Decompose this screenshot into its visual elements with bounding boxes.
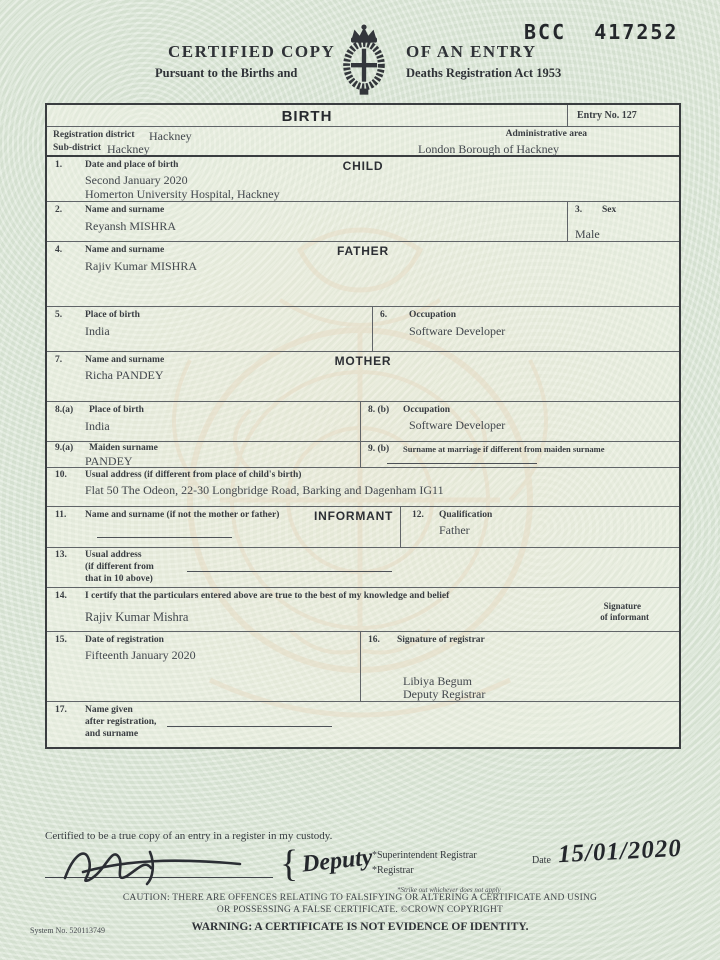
serial-number: 417252: [594, 20, 679, 44]
field-7-value: Richa PANDEY: [85, 368, 164, 382]
handwritten-role: Deputy: [300, 844, 374, 878]
field-7-label: Name and surname: [85, 355, 165, 365]
row-2-3: [47, 202, 679, 242]
field-11-num: 11.: [55, 510, 67, 520]
subdistrict-label: Sub-district: [53, 143, 102, 153]
royal-crest-icon: [338, 22, 390, 98]
signature-of-informant-label-line1: Signature: [603, 601, 641, 611]
section-header-child: CHILD: [342, 159, 384, 173]
role-option-registrar: *Registrar: [372, 865, 414, 876]
row-17: [47, 702, 679, 747]
field-5-value: India: [85, 324, 110, 338]
subdistrict-value: Hackney: [107, 142, 150, 156]
field-15-label: Date of registration: [85, 635, 164, 645]
admin-area-label: Administrative area: [505, 129, 587, 139]
registrar-signature-scribble-icon: [55, 838, 270, 890]
field-8b-label: Occupation: [403, 405, 450, 415]
field-14-value: Rajiv Kumar Mishra: [85, 610, 189, 624]
field-16-value-line2: Deputy Registrar: [403, 687, 486, 701]
row-14: [47, 588, 679, 632]
field-17-label-line1: Name given: [85, 705, 133, 715]
field-8a-num: 8.(a): [55, 405, 74, 415]
field-12-num: 12.: [412, 510, 424, 520]
serial-prefix: BCC: [524, 20, 567, 44]
field-17-num: 17.: [55, 705, 67, 715]
field-10-num: 10.: [55, 470, 67, 480]
caution-line2: OR POSSESSING A FALSE CERTIFICATE. ©CROWN COPYRIGHT: [216, 905, 504, 915]
field-9b-blank-line: [387, 463, 537, 464]
row-9: [47, 442, 679, 468]
subtitle-act: Deaths Registration Act 1953: [406, 66, 562, 80]
row-8: [47, 402, 679, 442]
field-7-num: 7.: [55, 355, 63, 365]
field-4-num: 4.: [55, 245, 63, 255]
field-15-num: 15.: [55, 635, 67, 645]
field-9a-value: PANDEY: [85, 454, 133, 468]
field-1-value-line2: Homerton University Hospital, Hackney: [85, 187, 280, 201]
title-of-an-entry: OF AN ENTRY: [406, 42, 537, 61]
row-birth-title: [47, 105, 679, 127]
row-5-6: [47, 307, 679, 352]
field-4-label: Name and surname: [85, 245, 165, 255]
field-1-value-line1: Second January 2020: [85, 173, 188, 187]
field-13-label-line1: Usual address: [85, 550, 142, 560]
entry-no: Entry No. 127: [577, 110, 637, 121]
field-9a-num: 9.(a): [55, 443, 74, 453]
field-6-value: Software Developer: [409, 324, 506, 338]
field-2-label: Name and surname: [85, 205, 165, 215]
field-3-label: Sex: [602, 205, 617, 215]
handwritten-date: 15/01/2020: [557, 834, 683, 869]
field-13-label-line3: that in 10 above): [85, 574, 153, 584]
field-1-label: Date and place of birth: [85, 160, 179, 170]
field-17-label-line3: and surname: [85, 729, 139, 739]
strike-out-note: *Strike out whichever does not apply: [397, 886, 501, 894]
registration-district-label: Registration district: [53, 130, 135, 140]
field-13-label-line2: (if different from: [85, 562, 154, 572]
row-15-16: [47, 632, 679, 702]
row-4-father: [47, 242, 679, 307]
system-number: System No. 520113749: [30, 926, 106, 935]
field-15-value: Fifteenth January 2020: [85, 648, 196, 662]
section-header-informant: INFORMANT: [314, 509, 394, 523]
field-2-value: Reyansh MISHRA: [85, 219, 177, 233]
warning-statement: WARNING: A CERTIFICATE IS NOT EVIDENCE OF IDENTITY.: [191, 921, 529, 933]
section-header-father: FATHER: [337, 244, 389, 258]
field-6-num: 6.: [380, 310, 388, 320]
title-certified-copy: CERTIFIED COPY: [168, 42, 336, 61]
field-9b-label: Surname at marriage if different from maiden surname: [403, 444, 605, 454]
field-11-label: Name and surname (if not the mother or father): [85, 510, 280, 520]
field-2-num: 2.: [55, 205, 63, 215]
field-9a-label: Maiden surname: [89, 443, 158, 453]
field-8a-label: Place of birth: [89, 405, 144, 415]
row-7-mother: [47, 352, 679, 402]
field-10-label: Usual address (if different from place of child's birth): [85, 470, 302, 480]
field-12-value: Father: [439, 523, 470, 537]
field-14-num: 14.: [55, 591, 67, 601]
field-11-blank-line: [97, 537, 232, 538]
registration-district-value: Hackney: [149, 129, 192, 143]
field-3-value: Male: [575, 227, 600, 241]
caution-line1: CAUTION: THERE ARE OFFENCES RELATING TO FALSIFYING OR ALTERING A CERTIFICATE AND USING: [122, 893, 598, 903]
row-registration: [47, 127, 679, 157]
field-5-label: Place of birth: [85, 310, 140, 320]
row-11-12: [47, 507, 679, 548]
form-title: BIRTH: [281, 108, 333, 125]
certificate-serial: [524, 20, 678, 44]
field-16-label: Signature of registrar: [397, 635, 485, 645]
field-14-label: I certify that the particulars entered above are true to the best of my knowledge and belief: [85, 591, 450, 601]
certificate-table: [45, 103, 681, 749]
row-1-child: [47, 157, 679, 202]
field-3-num: 3.: [575, 205, 583, 215]
date-label: Date: [532, 855, 551, 866]
field-5-num: 5.: [55, 310, 63, 320]
field-9b-num: 9. (b): [368, 444, 390, 454]
row-13: [47, 548, 679, 588]
admin-area-value: London Borough of Hackney: [418, 142, 559, 156]
role-option-superintendent: *Superintendent Registrar: [372, 850, 477, 861]
field-8b-value: Software Developer: [409, 418, 506, 432]
certified-copy-statement: Certified to be a true copy of an entry in a register in my custody.: [45, 830, 333, 842]
field-6-label: Occupation: [409, 310, 456, 320]
field-4-value: Rajiv Kumar MISHRA: [85, 259, 197, 273]
field-16-value-line1: Libiya Begum: [403, 674, 472, 688]
field-13-blank-line: [187, 571, 392, 572]
section-header-mother: MOTHER: [334, 354, 392, 368]
signature-of-informant-label-line2: of informant: [600, 612, 649, 622]
field-12-label: Qualification: [439, 510, 493, 520]
field-16-num: 16.: [368, 635, 380, 645]
field-17-label-line2: after registration,: [85, 717, 157, 727]
field-1-num: 1.: [55, 160, 63, 170]
brace-glyph: {: [280, 843, 299, 885]
field-8b-num: 8. (b): [368, 405, 390, 415]
row-10: [47, 468, 679, 507]
field-8a-value: India: [85, 419, 110, 433]
field-17-blank-line: [167, 726, 332, 727]
field-10-value: Flat 50 The Odeon, 22-30 Longbridge Road, Barking and Dagenham IG11: [85, 483, 444, 497]
subtitle-pursuant: Pursuant to the Births and: [155, 66, 298, 80]
field-13-num: 13.: [55, 550, 67, 560]
